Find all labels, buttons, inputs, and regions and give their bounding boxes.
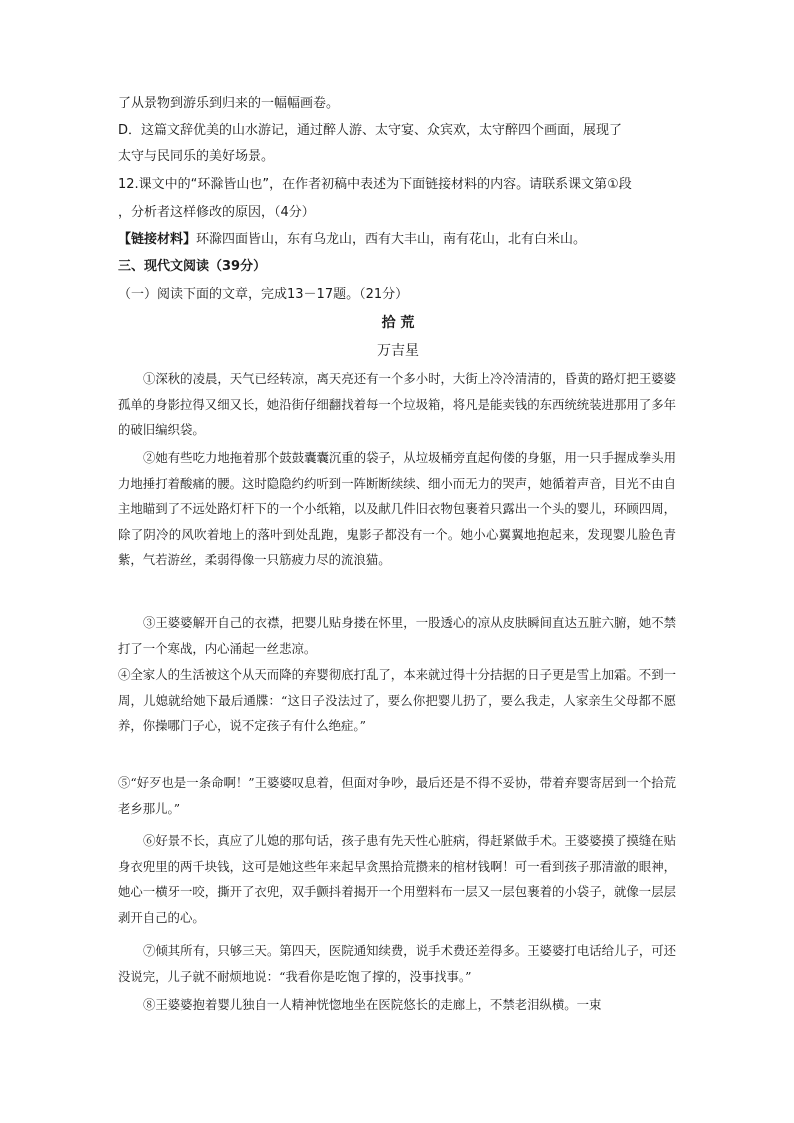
paragraph-7: ⑦倾其所有，只够三天。第四天，医院通知续费，说手术费还差得多。王婆婆打电话给儿子，可还没说完，儿子就不耐烦地说：“我看你是吃饱了撑的，没事找事。” bbox=[118, 943, 676, 984]
question-12-line-1: 12.课文中的“环滁皆山也”，在作者初稿中表述为下面链接材料的内容。请联系课文第①段 bbox=[118, 177, 632, 192]
paragraph-4: ④全家人的生活被这个从天而降的弃婴彻底打乱了，本来就过得十分拮据的日子更是雪上加霜。不到一周，儿媳就给她下最后通牒：“这日子没法过了，要么你把婴儿扔了，要么我走，人家亲生父母都不愿养，你操哪门子心，说不定孩子有什么绝症。” bbox=[118, 667, 676, 734]
option-c-continuation: 了从景物到游乐到归来的一幅幅画卷。 bbox=[118, 96, 340, 111]
article-title: 拾 荒 bbox=[381, 315, 415, 331]
paragraph-8: ⑧王婆婆抱着婴儿独自一人精神恍惚地坐在医院悠长的走廊上，不禁老泪纵横。一束 bbox=[143, 997, 602, 1012]
paragraph-6: ⑥好景不长，真应了儿媳的那句话，孩子患有先天性心脏病，得赶紧做手术。王婆婆摸了摸缝在贴身衣兜里的两千块钱，这可是她这些年来起早贪黑拾荒攒来的棺材钱啊！可一看到孩子那清澈的眼神，她心一横牙一咬，撕开了衣兜，双手颤抖着揭开一个用塑料布一层又一层包裹着的小袋子，就像一层层剥开自己的心。 bbox=[118, 833, 676, 925]
paragraph-3: ③王婆婆解开自己的衣襟，把婴儿贴身搂在怀里，一股透心的凉从皮肤瞬间直达五脏六腑，她不禁打了一个寒战，内心涌起一丝悲凉。 bbox=[118, 615, 676, 656]
question-12-line-2: ，分析者这样修改的原因，（4分） bbox=[118, 205, 315, 220]
paragraph-2: ②她有些吃力地拖着那个鼓鼓囊囊沉重的袋子，从垃圾桶旁直起佝偻的身躯，用一只手握成拳头用力地捶打着酸痛的腰。这时隐隐约约听到一阵断断续续、细小而无力的哭声，她循着声音，目光不由自主地瞄到了不远处路灯杆下的一个小纸箱，以及献几件旧衣物包裹着只露出一个头的婴儿，环顾四周，除了阴冷的风吹着地上的落叶到处乱跑，鬼影子都没有一个。她小心翼翼地抱起来，发现婴儿脸色青紫，气若游丝，柔弱得像一只筋疲力尽的流浪猫。 bbox=[118, 450, 676, 568]
section-instruction: （一）阅读下面的文章，完成13－17题。（21分） bbox=[118, 287, 409, 302]
link-material bbox=[118, 229, 678, 251]
section-heading: 三、现代文阅读（39分） bbox=[118, 259, 267, 274]
article-author: 万吉星 bbox=[377, 343, 419, 359]
option-d-line-1: D．这篇文辞优美的山水游记，通过醉人游、太守宴、众宾欢，太守醉四个画面，展现了 bbox=[118, 123, 623, 138]
paragraph-1: ①深秋的凌晨，天气已经转凉，离天亮还有一个多小时，大街上冷冷清清的，昏黄的路灯把王婆婆孤单的身影拉得又细又长，她沿街仔细翻找着每一个垃圾箱，将凡是能卖钱的东西统统装进那用了多年的破旧编织袋。 bbox=[118, 371, 676, 438]
option-d-line-2: 太守与民同乐的美好场景。 bbox=[118, 149, 275, 164]
paragraph-5: ⑤“好歹也是一条命啊！”王婆婆叹息着，但面对争吵，最后还是不得不妥协，带着弃婴寄居到一个拾荒老乡那儿。” bbox=[118, 775, 676, 816]
link-material-label: 【链接材料】 bbox=[118, 232, 197, 247]
link-material-text: 环滁四面皆山，东有乌龙山，西有大丰山，南有花山，北有白米山。 bbox=[196, 232, 587, 247]
